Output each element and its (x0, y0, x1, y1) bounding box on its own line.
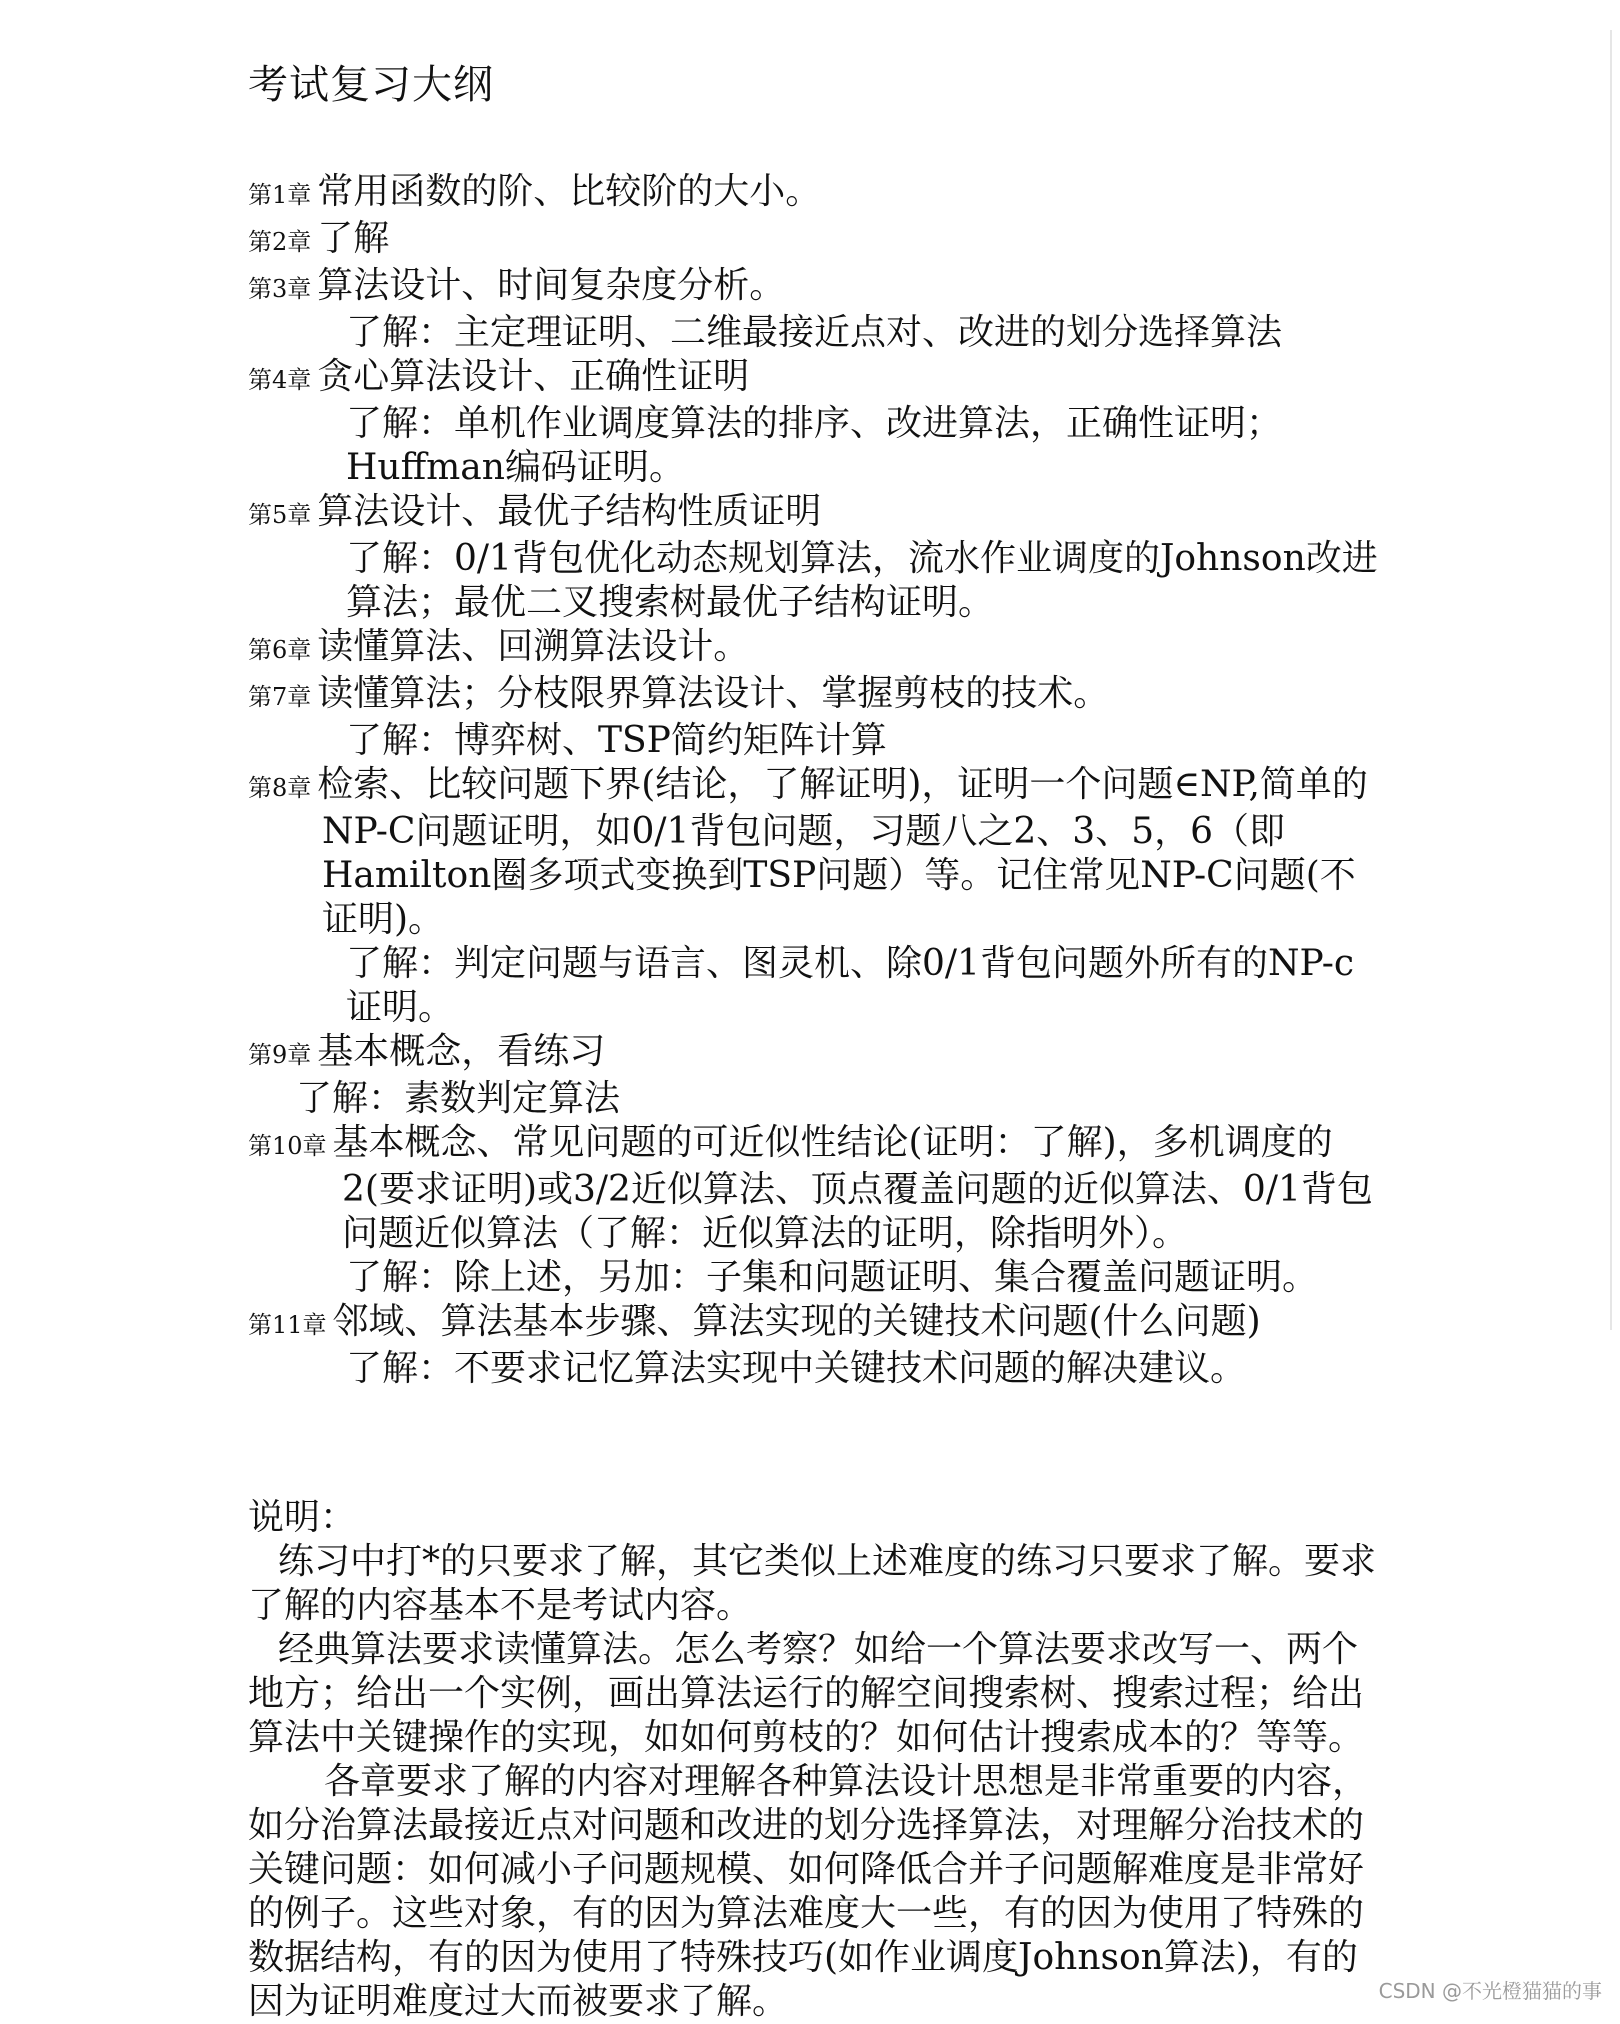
chapter-5 (248, 490, 1388, 537)
chapter-text: 基本概念、常见问题的可近似性结论(证明：了解)，多机调度的2(要求证明)或3/2近似算法、顶点覆盖问题的近似算法、0/1背包问题近似算法（了解：近似算法的证明，除指明外）。 (332, 1122, 1373, 1254)
chapter-3 (248, 264, 1388, 311)
csdn-watermark: CSDN @不光橙猫猫的事 (1378, 1979, 1602, 2003)
chapter-label: 第4章 (248, 366, 312, 394)
chapter-text: 读懂算法、回溯算法设计。 (317, 626, 750, 667)
page-edge-line (1610, 30, 1612, 1330)
chapter-7 (248, 672, 1388, 719)
chapter-text: 读懂算法；分枝限界算法设计、掌握剪枝的技术。 (317, 673, 1110, 714)
chapter-text: 邻域、算法基本步骤、算法实现的关键技术问题(什么问题) (332, 1301, 1261, 1342)
chapter-label: 第2章 (248, 228, 312, 256)
notes-paragraph-1: 练习中打*的只要求了解，其它类似上述难度的练习只要求了解。要求了解的内容基本不是考试内容。 (248, 1541, 1377, 1626)
chapter-text: 检索、比较问题下界(结论，了解证明)，证明一个问题∈NP,简单的NP-C问题证明，如0/1背包问题，习题八之2、3、5，6（即Hamilton圈多项式变换到TSP问题）等。记住常见NP-C问题(不证明)。 (317, 764, 1368, 940)
chapter-6 (248, 625, 1388, 672)
chapter-label: 第5章 (248, 501, 312, 529)
chapter-text: 了解 (317, 218, 390, 259)
notes-section (248, 1496, 1388, 2024)
notes-title: 说明： (248, 1497, 357, 1538)
chapter-9 (248, 1030, 1388, 1077)
notes-paragraph-3: 各章要求了解的内容对理解各种算法设计思想是非常重要的内容，如分治算法最接近点对问题和改进的划分选择算法，对理解分治技术的关键问题：如何减小子问题规模、如何降低合并子问题解难度是非常好的例子。这些对象，有的因为算法难度大一些，有的因为使用了特殊的数据结构，有的因为使用了特殊技巧(如作业调度Johnson算法)，有的因为证明难度过大而被要求了解。 (248, 1761, 1369, 2022)
chapter-4 (248, 355, 1388, 402)
chapter-8 (248, 763, 1388, 942)
chapter-11-understand: 了解：不要求记忆算法实现中关键技术问题的解决建议。 (346, 1348, 1247, 1389)
chapter-label: 第11章 (248, 1311, 327, 1339)
chapter-2 (248, 217, 1388, 264)
chapter-10 (248, 1121, 1388, 1256)
chapter-5-understand: 了解：0/1背包优化动态规划算法，流水作业调度的Johnson改进算法；最优二叉搜索树最优子结构证明。 (346, 538, 1378, 623)
chapter-label: 第3章 (248, 275, 312, 303)
notes-paragraph-2: 经典算法要求读懂算法。怎么考察？如给一个算法要求改写一、两个地方；给出一个实例，画出算法运行的解空间搜索树、搜索过程；给出算法中关键操作的实现，如如何剪枝的？如何估计搜索成本的？等等。 (248, 1629, 1365, 1758)
chapter-text: 算法设计、时间复杂度分析。 (317, 265, 786, 306)
page-title: 考试复习大纲 (248, 62, 494, 108)
chapter-list (248, 170, 1388, 1391)
chapter-label: 第9章 (248, 1041, 312, 1069)
chapter-3-understand: 了解：主定理证明、二维最接近点对、改进的划分选择算法 (346, 312, 1283, 353)
chapter-text: 贪心算法设计、正确性证明 (317, 356, 750, 397)
chapter-label: 第1章 (248, 181, 312, 209)
chapter-10-understand: 了解：除上述，另加：子集和问题证明、集合覆盖问题证明。 (346, 1257, 1319, 1298)
chapter-4-understand: 了解：单机作业调度算法的排序、改进算法，正确性证明；Huffman编码证明。 (346, 403, 1283, 488)
chapter-label: 第7章 (248, 683, 312, 711)
chapter-8-understand: 了解：判定问题与语言、图灵机、除0/1背包问题外所有的NP-c证明。 (346, 943, 1355, 1028)
chapter-text: 算法设计、最优子结构性质证明 (317, 491, 822, 532)
section-gap (248, 1391, 1388, 1496)
chapter-label: 第10章 (248, 1132, 327, 1160)
document-page (248, 50, 1388, 2024)
chapter-1 (248, 170, 1388, 217)
chapter-label: 第8章 (248, 774, 312, 802)
chapter-text: 基本概念，看练习 (317, 1031, 606, 1072)
chapter-text: 常用函数的阶、比较阶的大小。 (317, 171, 822, 212)
chapter-9-understand: 了解：素数判定算法 (296, 1078, 621, 1119)
chapter-11 (248, 1300, 1388, 1347)
chapter-7-understand: 了解：博弈树、TSP简约矩阵计算 (346, 720, 887, 761)
chapter-label: 第6章 (248, 636, 312, 664)
